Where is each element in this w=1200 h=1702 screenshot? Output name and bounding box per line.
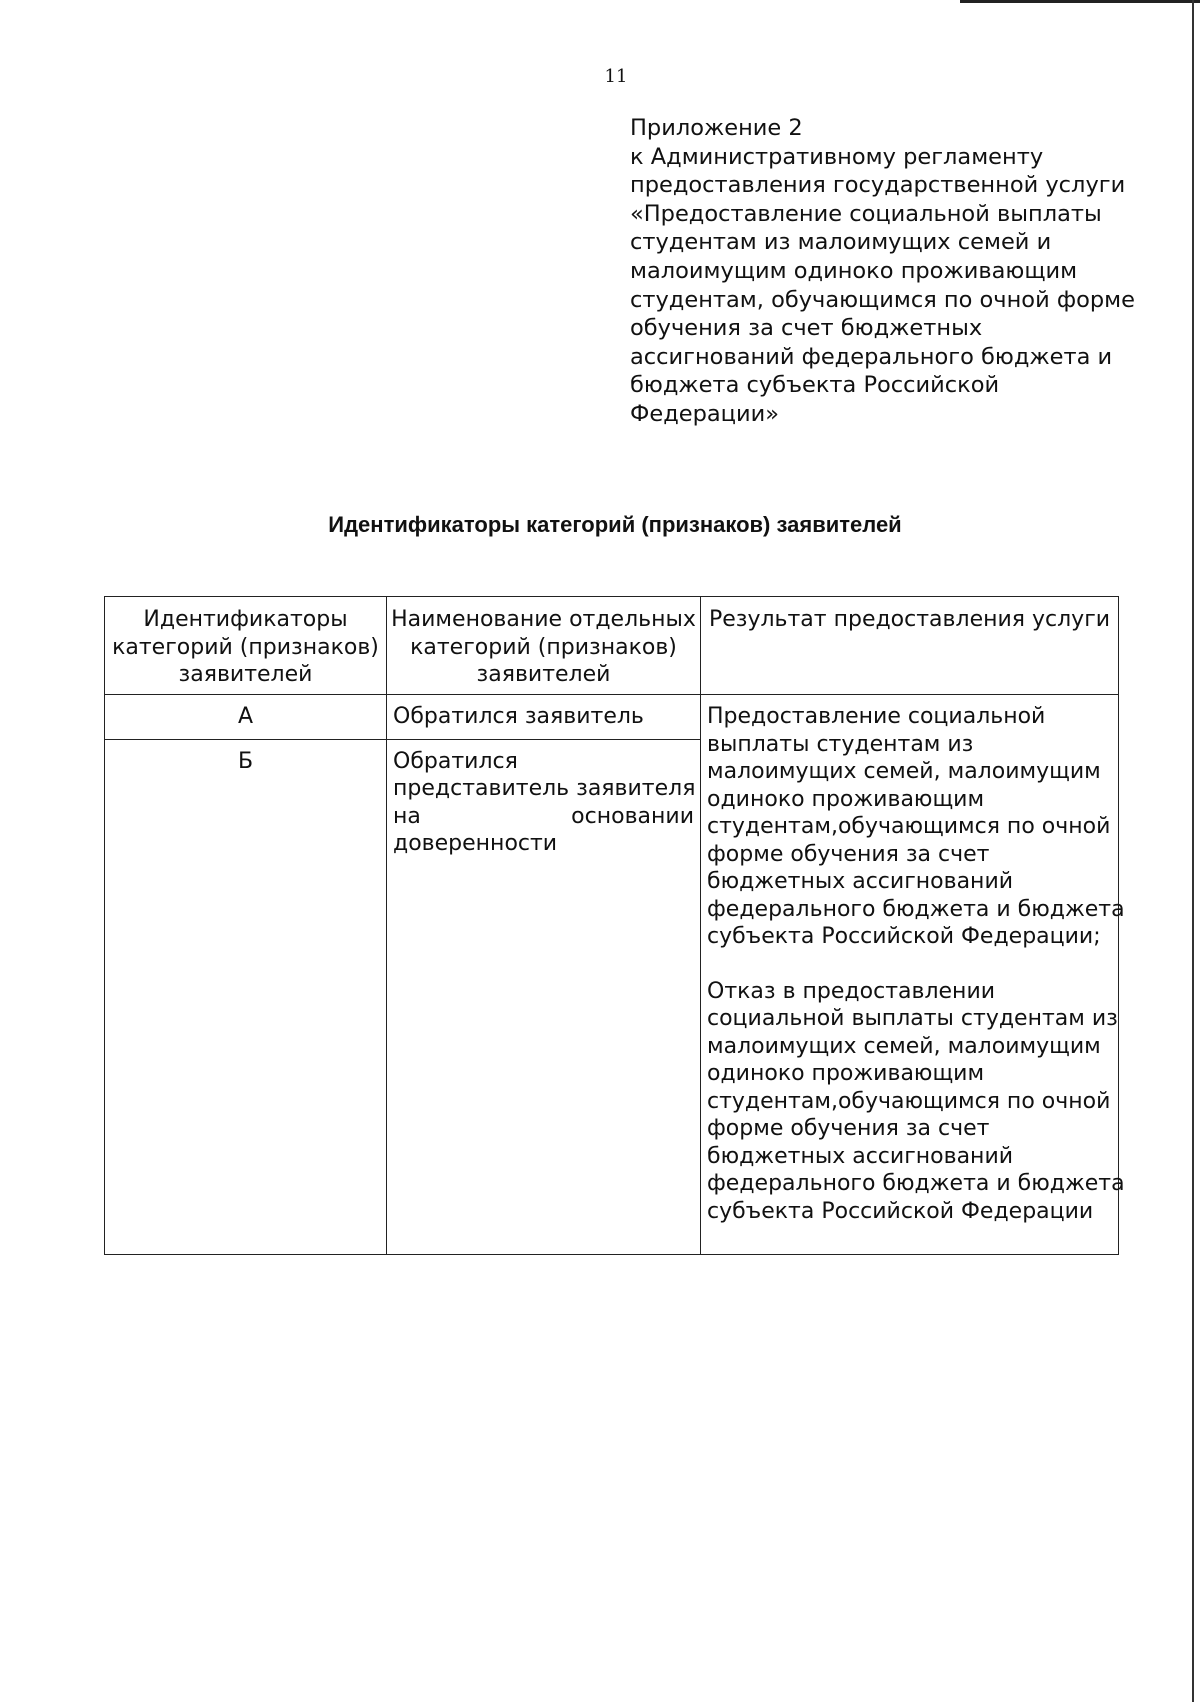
category-id-cell: А — [105, 695, 387, 740]
appendix-line: студентам из малоимущих семей и — [630, 229, 1052, 256]
service-result-cell — [701, 695, 1125, 1255]
header-text: заявителей — [476, 662, 611, 687]
result-grant-line: субъекта Российской Федерации; — [707, 924, 1101, 949]
category-name-cell — [387, 739, 701, 1254]
result-refusal-line: субъекта Российской Федерации — [707, 1198, 1094, 1224]
appendix-line: ассигнований федерального бюджета и — [630, 343, 1113, 370]
paragraph-gap — [707, 951, 1112, 978]
result-refusal-line: бюджетных ассигнований — [707, 1143, 1014, 1169]
header-text: Результат предоставления услуги — [708, 607, 1111, 632]
appendix-line: «Предоставление социальной выплаты — [630, 200, 1102, 227]
result-grant-line: форме обучения за счет — [707, 841, 990, 867]
table-header-row — [105, 597, 1119, 695]
result-refusal-line: малоимущих семей, малоимущим — [707, 1033, 1101, 1059]
appendix-line: малоимущим одиноко проживающим — [630, 257, 1078, 284]
header-text: категорий (признаков) — [410, 634, 677, 660]
header-text: Наименование отдельных — [391, 607, 696, 632]
header-identifiers — [105, 597, 387, 695]
result-refusal-line: социальной выплаты студентам из — [707, 1006, 1118, 1031]
category-name-text — [393, 803, 694, 831]
category-name-text: Обратился — [393, 748, 518, 774]
scan-border-right — [1192, 0, 1194, 1702]
appendix-line: к Административному регламенту — [630, 143, 1044, 170]
result-refusal-line: федерального бюджета и бюджета — [707, 1171, 1125, 1196]
category-name-word: основании — [571, 803, 694, 829]
category-id-cell: Б — [105, 739, 387, 1254]
category-name-cell — [387, 695, 701, 740]
document-title: Идентификаторы категорий (признаков) заявителей — [328, 512, 902, 537]
result-grant-line: малоимущих семей, малоимущим — [707, 759, 1101, 784]
appendix-line: предоставления государственной услуги — [630, 172, 1126, 199]
applicant-categories-table — [104, 596, 1125, 1255]
appendix-line: бюджета субъекта Российской — [630, 372, 1000, 399]
result-grant-line: бюджетных ассигнований — [707, 869, 1014, 894]
result-refusal-line: одиноко проживающим — [707, 1061, 985, 1086]
result-grant-line: федерального бюджета и бюджета — [707, 896, 1125, 922]
result-refusal-line: студентам,обучающимся по очной — [707, 1088, 1111, 1114]
table-row — [105, 695, 1119, 740]
header-text: Идентификаторы — [143, 607, 348, 632]
appendix-line: Приложение 2 — [630, 115, 803, 141]
category-name-text: доверенности — [393, 831, 558, 856]
header-text: категорий (признаков) — [112, 634, 379, 660]
result-grant-line: Предоставление социальной — [707, 704, 1046, 729]
result-refusal-line: форме обучения за счет — [707, 1116, 990, 1141]
scan-border-top — [960, 0, 1200, 3]
header-service-result — [701, 597, 1119, 695]
appendix-line: студентам, обучающимся по очной форме — [630, 286, 1135, 313]
appendix-line: обучения за счет бюджетных — [630, 315, 983, 342]
result-grant-line: студентам,обучающимся по очной — [707, 814, 1111, 839]
page-number: 11 — [604, 66, 628, 87]
result-grant-line: выплаты студентам из — [707, 731, 974, 757]
result-grant-line: одиноко проживающим — [707, 786, 985, 812]
appendix-line: Федерации» — [630, 400, 780, 427]
result-refusal-line: Отказ в предоставлении — [707, 978, 996, 1004]
header-text: заявителей — [178, 662, 313, 687]
category-name-text: Обратился заявитель — [393, 704, 644, 729]
category-name-text: представитель заявителя — [393, 776, 696, 801]
category-name-word: на — [393, 803, 421, 829]
header-category-names — [387, 597, 701, 695]
appendix-header — [630, 114, 1150, 429]
